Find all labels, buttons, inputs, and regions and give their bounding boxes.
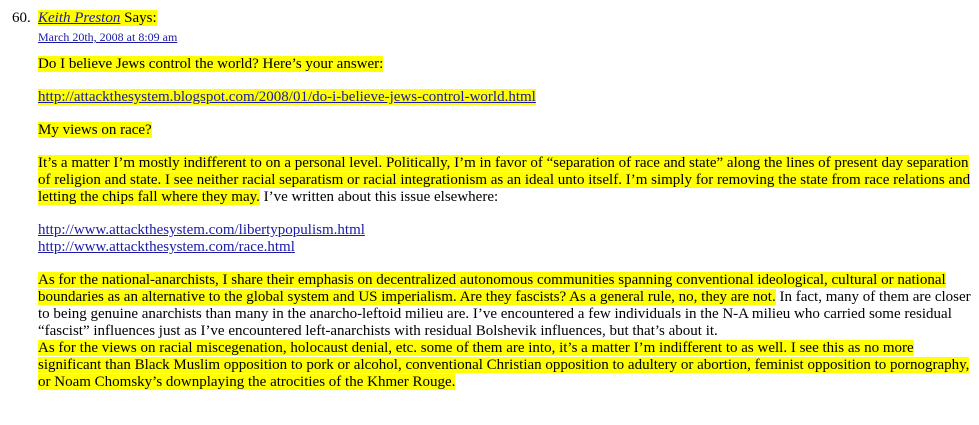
p5-highlight: As for the views on racial miscegenation, holocaust denial, etc. some of them are into, it’s a matter I’m indifferent to as well. I see this as no more significant than Black Muslim opposition to pork or alcohol, conventional Christian opposition to adultery or abortion, feminist opposition to pornography, or Noam Chomsky’s downplaying the atrocities of the Khmer Rouge. [38,340,970,390]
comment-date-link[interactable]: March 20th, 2008 at 8:09 am [38,30,178,44]
paragraph-links [38,222,976,256]
libertypopulism-link[interactable]: http://www.attackthesystem.com/libertypopulism.html [38,222,365,238]
paragraph-5 [38,340,976,391]
says-label: Says: [124,10,157,26]
paragraph-1 [38,56,976,73]
p3-plain: I’ve written about this issue elsewhere: [259,189,499,205]
p1-text: Do I believe Jews control the world? Here’s your answer: [38,56,384,72]
comment-number: 60. [12,10,31,26]
p4-highlight: As for the national-anarchists, I share their emphasis on decentralized autonomous communities spanning conventional ideological, cultural or national boundaries as an alternative to the global system and US imperialism. Are they fascists? As a general rule, no, they are not. [38,272,946,305]
paragraph-link-1 [38,89,976,106]
comment-body [38,56,976,391]
comment-header [38,10,157,27]
paragraph-3 [38,155,976,206]
author-highlight [38,10,157,26]
link1-highlight [38,89,536,105]
race-link[interactable]: http://www.attackthesystem.com/race.html [38,239,295,255]
paragraph-4 [38,272,976,340]
p3-highlight: It’s a matter I’m mostly indifferent to on a personal level. Politically, I’m in favor of “separation of race and state” along the lines of present day separation of religion and state. I see neither racial separatism or racial integrationism as an ideal unto itself. I’m simply for removing the state from race relations and letting the chips fall where they may. [38,155,971,205]
author-link[interactable]: Keith Preston [38,10,121,26]
p4-plain: In fact, many of them are closer to being genuine anarchists than many in the anarcho-leftoid milieu are. I’ve encountered a few individuals in the N-A milieu who carried some residual “fascist” influences just as I’ve encountered left-anarchists with residual Bolshevik influences, but that’s about it. [38,289,971,339]
p2-text: My views on race? [38,122,152,138]
blogspot-link[interactable]: http://attackthesystem.blogspot.com/2008/01/do-i-believe-jews-control-world.html [38,89,536,105]
paragraph-2 [38,122,976,139]
